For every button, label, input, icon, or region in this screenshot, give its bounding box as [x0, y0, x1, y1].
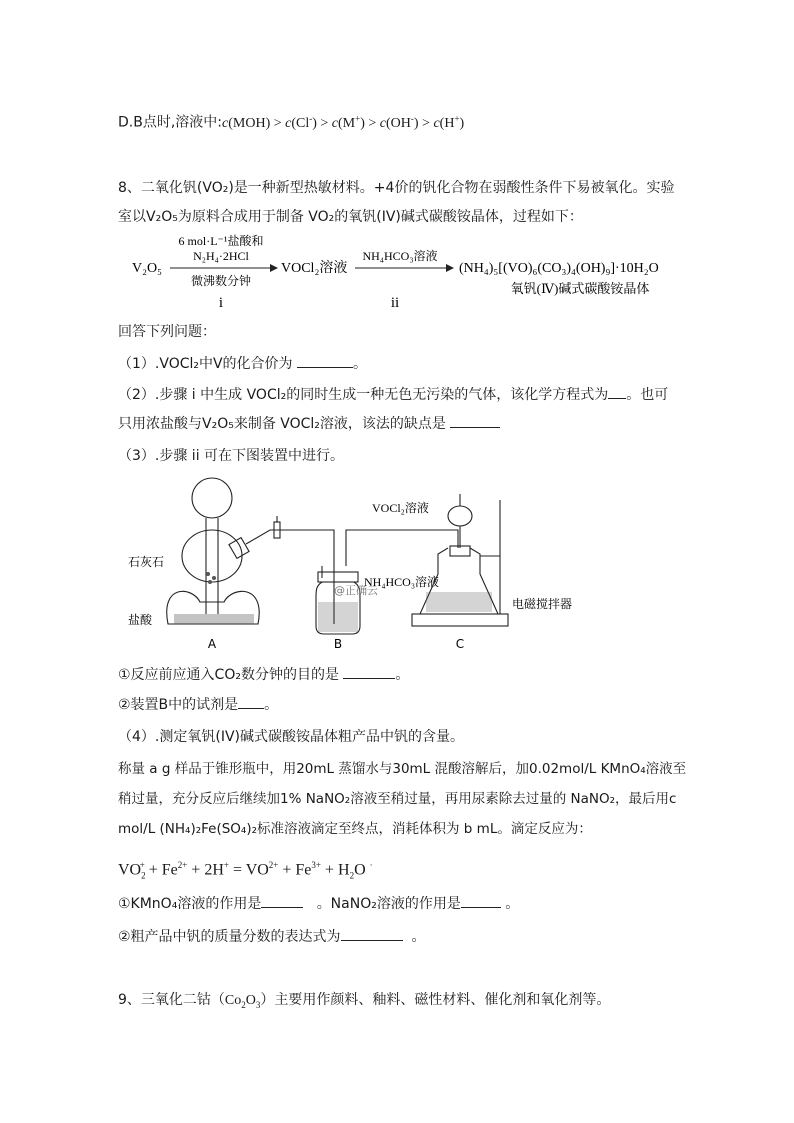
scheme-product: (NH₄)₅[(VO)₆(CO₃)₄(OH)₉]·10H₂O [459, 261, 659, 276]
part4-para-line2 [118, 789, 676, 809]
limestone-piece-3 [208, 580, 212, 584]
q8-intro-line2 [118, 207, 583, 227]
q8-intro-line1 [118, 178, 674, 198]
scheme-product-name: 氧钒(Ⅳ)碱式碳酸铵晶体 [510, 281, 650, 296]
scheme-cond1-top: 6 mol·L⁻¹盐酸和 [178, 234, 264, 248]
part4-q2-blank[interactable] [341, 926, 403, 941]
part2-line1 [118, 384, 668, 405]
label-b: B [333, 637, 343, 651]
label-hydrochloric-acid: 盐酸 [128, 613, 153, 627]
kipp-outlet-tube [246, 530, 280, 544]
part4-line [118, 727, 464, 747]
part4-q2-end: 。 [411, 929, 426, 945]
dropping-funnel-c [448, 506, 472, 526]
part2-end-a: 。也可 [626, 387, 669, 403]
option-d-line [118, 108, 464, 134]
part4-para2: 稍过量，充分反应后继续加1% NaNO₂溶液至稍过量，再用尿素除去过量的 NaNO₂，最后用c [118, 791, 677, 807]
kipp-acid-liquid [174, 614, 254, 624]
kipp-stopper [229, 538, 249, 559]
scheme-step-ii: ii [390, 295, 400, 311]
part4-para-line3 [118, 819, 592, 839]
part1-text: （1）.VOCl₂中V的化合价为 [118, 356, 293, 372]
q9-text-a: 三氧化二钴（ [140, 992, 225, 1008]
part2-blank-drawback[interactable] [450, 413, 500, 428]
scheme-cond1-bottom: 微沸数分钟 [190, 274, 252, 288]
part4-q1-text-a: ①KMnO₄溶液的作用是 [118, 896, 262, 912]
titration-equation: $VO_2^+ + Fe^{2+} + 2H^+ = VO^{2+} + Fe^{3+} + H_2O$ · [118, 860, 373, 881]
label-limestone: 石灰石 [128, 555, 165, 569]
part3-q2-text: ②装置B中的试剂是 [118, 697, 239, 713]
part3-q1-blank[interactable] [343, 664, 395, 679]
q9-text-b: ）主要用作颜料、釉料、磁性材料、催化剂和氧化剂等。 [260, 992, 611, 1008]
option-d-inequality: c(MOH) > c(Cl-) > c(M+) > c(OH-) > c(H+) [222, 113, 465, 131]
q8-number: 8、 [118, 180, 141, 196]
part3-text: （3）.步骤 ii 可在下图装置中进行。 [118, 448, 345, 464]
part4-q1-end: 。 [505, 896, 520, 912]
part2-blank-equation[interactable] [608, 384, 626, 399]
q9-formula: $Co_2O_3$ [224, 993, 261, 1010]
part2-text-b: 只用浓盐酸与V₂O₅来制备 VOCl₂溶液，该法的缺点是 [118, 416, 446, 432]
part3-q1-line [118, 664, 409, 685]
watermark: @正确云 [334, 584, 378, 597]
limestone-piece-2 [212, 576, 216, 580]
bottle-b-stopper [318, 572, 358, 582]
tube-b-to-c [346, 530, 420, 566]
part4-text: （4）.测定氧钒(IV)碱式碳酸铵晶体粗产品中钒的含量。 [118, 729, 464, 745]
answer-prompt-text: 回答下列问题： [118, 324, 216, 340]
q9-line [118, 990, 610, 1015]
label-magnetic-stirrer: 电磁搅拌器 [512, 597, 573, 611]
bottle-b-liquid [318, 602, 358, 632]
kipp-top-bulb [192, 478, 232, 518]
flask-c-liquid [426, 592, 492, 612]
option-d-prefix: D.B点时,溶液中: [118, 114, 223, 131]
scheme-cond1-mid: N₂H₄·2HCl [193, 249, 249, 263]
part3-q2-blank[interactable] [238, 694, 264, 709]
q8-intro1: 二氧化钒(VO₂)是一种新型热敏材料。+4价的钒化合物在弱酸性条件下易被氧化。实验 [140, 180, 675, 196]
part1-end: 。 [353, 356, 368, 372]
part3-q2-line [118, 694, 278, 715]
tube-a-to-b [280, 530, 334, 566]
part4-para-line1 [118, 759, 686, 779]
part4-para3: mol/L (NH₄)₂Fe(SO₄)₂标准溶液滴定至终点，消耗体积为 b mL。滴定反应为： [118, 821, 592, 837]
magnetic-stirrer-base [412, 614, 508, 626]
label-nh4hco3: NH₄HCO₃溶液 [364, 575, 440, 589]
part4-q1-text-b: 。NaNO₂溶液的作用是 [316, 896, 461, 912]
tube-into-c [420, 530, 458, 548]
limestone-pieces [206, 572, 210, 576]
part1-line [118, 353, 367, 374]
part3-line [118, 446, 344, 466]
kipp-middle-bulb [182, 530, 242, 582]
label-vocl2: VOCl₂溶液 [372, 501, 429, 515]
scheme-arrowhead-1 [270, 264, 278, 272]
part3-q2-end: 。 [264, 697, 279, 713]
reaction-scheme [118, 232, 678, 312]
q9-number: 9、 [118, 992, 141, 1008]
part4-q2-line [118, 926, 425, 947]
part4-q2-text: ②粗产品中钒的质量分数的表达式为 [118, 929, 341, 945]
scheme-reactant: V₂O₅ [132, 261, 162, 276]
part2-line2 [118, 413, 500, 434]
label-c: C [455, 637, 465, 651]
scheme-cond2: NH₄HCO₃溶液 [362, 249, 438, 263]
answer-prompt [118, 322, 216, 342]
scheme-step-i: i [218, 295, 224, 311]
scheme-intermediate: VOCl₂溶液 [281, 261, 348, 276]
scheme-arrowhead-2 [446, 264, 454, 272]
part4-para1: 称量 a g 样品于锥形瓶中，用20mL 蒸馏水与30mL 混酸溶解后，加0.02mol/L KMnO₄溶液至 [118, 761, 687, 777]
part4-q1-blank-nano2[interactable] [461, 893, 501, 908]
label-a: A [207, 637, 217, 651]
q8-intro2: 室以V₂O₅为原料合成用于制备 VO₂的氧钒(IV)碱式碳酸铵晶体，过程如下： [118, 209, 583, 225]
apparatus-figure [120, 474, 590, 654]
part3-q1-text: ①反应前应通入CO₂数分钟的目的是 [118, 667, 339, 683]
part2-text-a: （2）.步骤 i 中生成 VOCl₂的同时生成一种无色无污染的气体，该化学方程式为 [118, 387, 609, 403]
part3-q1-end: 。 [395, 667, 410, 683]
part1-blank[interactable] [297, 353, 353, 368]
part4-q1-line [118, 893, 519, 914]
part4-q1-blank-kmno4[interactable] [261, 893, 303, 908]
